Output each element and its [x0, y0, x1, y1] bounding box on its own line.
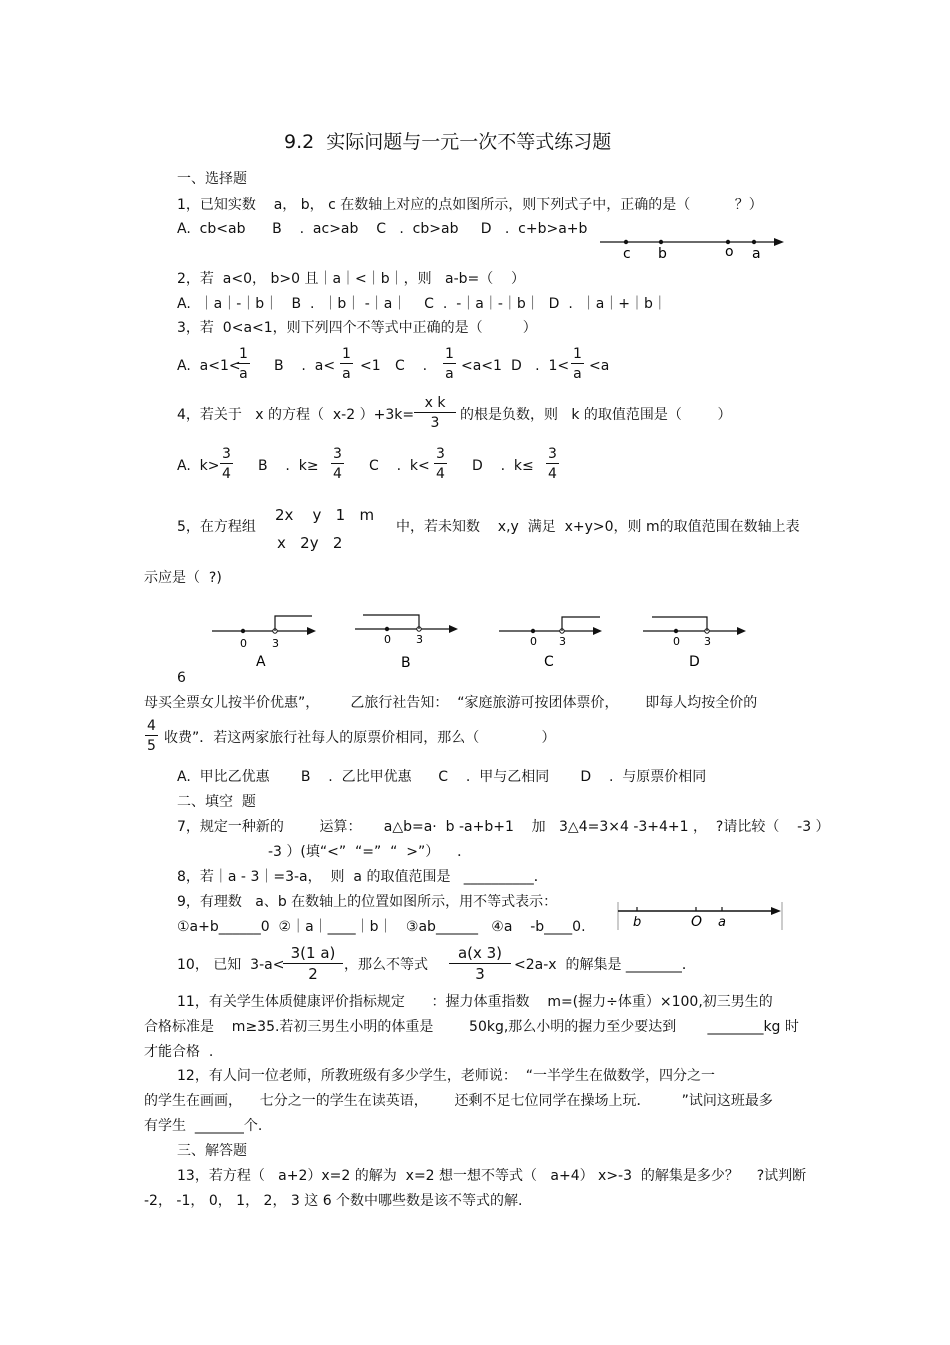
number-line-label-origin: O	[691, 914, 703, 930]
page-title: 9.2 实际问题与一元一次不等式练习题	[284, 131, 612, 153]
question-5-continuation: 示应是（ ?)	[144, 570, 222, 586]
svg-text:0: 0	[384, 633, 391, 646]
question-1-number-line	[600, 232, 790, 264]
question-4-option-a: A. k>	[177, 458, 220, 474]
question-1-options: A. cb<ab B . ac>ab C . cb>ab D . c+b>a+b	[177, 221, 588, 237]
fraction-x-k-over-3: $\frac{\text{x k}}{3}$	[414, 396, 456, 430]
svg-text:3: 3	[704, 635, 711, 648]
question-9-line-1: 9，有理数 a、b 在数轴上的位置如图所示，用不等式表示：	[177, 894, 558, 910]
question-1-text: 1，已知实数 a， b， c 在数轴上对应的点如图所示，则下列式子中，正确的是（ ？）	[177, 197, 763, 213]
number-line-label-b: b	[633, 915, 642, 930]
question-11-line-2: 合格标准是 m≥35.若初三男生小明的体重是 50kg,那么小明的握力至少要达到 ________kg 时	[144, 1019, 799, 1035]
svg-text:0: 0	[240, 637, 247, 650]
question-8-text: 8，若｜a - 3｜=3-a， 则 a 的取值范围是 __________．	[177, 869, 548, 885]
svg-text:3: 3	[559, 635, 566, 648]
question-9-number-line	[615, 900, 785, 934]
svg-text:0: 0	[673, 635, 680, 648]
question-3-option-d-tail: <a	[589, 358, 610, 374]
fraction-3-over-4: $\frac{3}{4}$	[436, 446, 445, 482]
question-2-options: A. ｜a｜-｜b｜ B . ｜b｜ -｜a｜ C . -｜a｜-｜b｜ D . ｜a｜+｜b｜	[177, 296, 667, 312]
section-heading-answer: 三、解答题	[177, 1143, 247, 1159]
option-c-number-line	[499, 612, 609, 672]
fraction-3-1-minus-a-over-2: $\frac{3(1 a)}{2}$	[283, 946, 343, 982]
question-12-line-2: 的学生在画画， 七分之一的学生在读英语， 还剩不足七位同学在操场上玩． ”试问这班最多	[144, 1093, 773, 1109]
question-11-line-3: 才能合格 .	[144, 1044, 214, 1060]
question-6-line-2: 收费”．若这两家旅行社每人的原票价相同，那么（ ）	[164, 730, 556, 746]
question-3-option-b-tail: <1	[360, 358, 381, 374]
fraction-3-over-4: $\frac{3}{4}$	[222, 446, 231, 482]
number-line-label-c: c	[623, 246, 631, 262]
question-7-line-1: 7，规定一种新的 运算： a△b=a· b -a+b+1 加 3△4=3×4 -3+4+1 ， ?请比较（ -3 ）	[177, 819, 830, 835]
question-4-text-tail: 的根是负数，则 k 的取值范围是（ ）	[460, 407, 732, 423]
fraction-1-over-a: $\frac{1}{a}$	[342, 346, 351, 382]
question-10-tail: <2a-x 的解集是 ________．	[514, 957, 696, 973]
section-heading-fill: 二、填空 题	[177, 794, 256, 810]
question-7-line-2: -3 ）(填“<” “=” “ >”） ．	[268, 844, 472, 860]
fraction-1-over-a: $\frac{1}{a}$	[445, 346, 454, 382]
question-13-line-2: -2， -1， 0， 1， 2， 3 这 6 个数中哪些数是该不等式的解.	[144, 1193, 523, 1209]
equation-system-line-1: 2x y 1 m	[275, 506, 375, 524]
question-3-option-d: D . 1<	[511, 358, 570, 374]
question-6-options: A. 甲比乙优惠 B . 乙比甲优惠 C . 甲与乙相同 D . 与原票价相同	[177, 769, 707, 785]
option-label-d: D	[689, 654, 700, 670]
option-label-a: A	[256, 654, 266, 670]
fraction-1-over-a: $\frac{1}{a}$	[573, 346, 582, 382]
fraction-a-x-minus-3-over-3: $\frac{a(x 3)}{3}$	[449, 946, 511, 982]
question-10-middle: ，那么不等式	[344, 957, 428, 973]
question-4-text-lead: 4，若关于 x 的方程（ x-2 ）+3k=	[177, 407, 415, 423]
svg-text:3: 3	[272, 637, 279, 650]
question-3-option-a: A. a<1<	[177, 358, 241, 374]
question-3-option-c-tail: <a<1	[461, 358, 502, 374]
question-6-number: 6	[177, 670, 186, 686]
question-6-line-1: 母买全票女儿按半价优惠”， 乙旅行社告知： “家庭旅游可按团体票价， 即每人均按全价的	[144, 695, 758, 711]
question-11-line-1: 11，有关学生体质健康评价指标规定 ：握力体重指数 m=(握力÷体重）×100,初三男生的	[177, 994, 773, 1010]
option-d-number-line	[643, 612, 753, 672]
fraction-3-over-4: $\frac{3}{4}$	[548, 446, 557, 482]
option-a-number-line	[212, 612, 322, 672]
question-9-line-2: ①a+b______0 ②｜a｜____｜b｜ ③ab______ ④a -b____0.	[177, 919, 586, 935]
option-b-number-line	[355, 612, 465, 672]
question-10-lead: 10， 已知 3-a<	[177, 957, 285, 973]
fraction-4-over-5: $\frac{4}{5}$	[147, 718, 156, 754]
fraction-1-over-a: $\frac{1}{a}$	[239, 346, 248, 382]
question-5-text: 中，若未知数 x,y 满足 x+y>0，则 m的取值范围在数轴上表	[396, 519, 800, 535]
number-line-label-a: a	[718, 915, 726, 930]
question-12-line-3: 有学生 _______个.	[144, 1118, 263, 1134]
number-line-label-a: a	[752, 246, 761, 262]
question-12-line-1: 12，有人问一位老师，所教班级有多少学生，老师说： “一半学生在做数学，四分之一	[177, 1068, 715, 1084]
svg-text:0: 0	[530, 635, 537, 648]
question-3-text: 3，若 0<a<1，则下列四个不等式中正确的是（ ）	[177, 320, 537, 336]
question-13-line-1: 13，若方程（ a+2）x=2 的解为 x=2 想一想不等式（ a+4） x>-3 的解集是多少？ ?试判断	[177, 1168, 807, 1184]
number-line-label-b: b	[658, 246, 667, 262]
question-4-option-c: C . k<	[369, 458, 430, 474]
svg-text:3: 3	[416, 633, 423, 646]
section-heading-choice: 一、选择题	[177, 171, 247, 187]
question-4-option-b: B . k≥	[258, 458, 319, 474]
question-3-option-c: C .	[395, 358, 428, 374]
fraction-3-over-4: $\frac{3}{4}$	[333, 446, 342, 482]
equation-system-line-2: x 2y 2	[277, 534, 343, 552]
question-5-lead: 5，在方程组	[177, 519, 256, 535]
number-line-label-o: o	[725, 244, 734, 260]
question-2-text: 2，若 a<0， b>0 且｜a｜<｜b｜，则 a-b=（ ）	[177, 271, 526, 287]
question-3-option-b: B . a<	[274, 358, 336, 374]
question-4-option-d: D . k≤	[472, 458, 534, 474]
option-label-c: C	[544, 654, 554, 670]
option-label-b: B	[401, 655, 411, 671]
